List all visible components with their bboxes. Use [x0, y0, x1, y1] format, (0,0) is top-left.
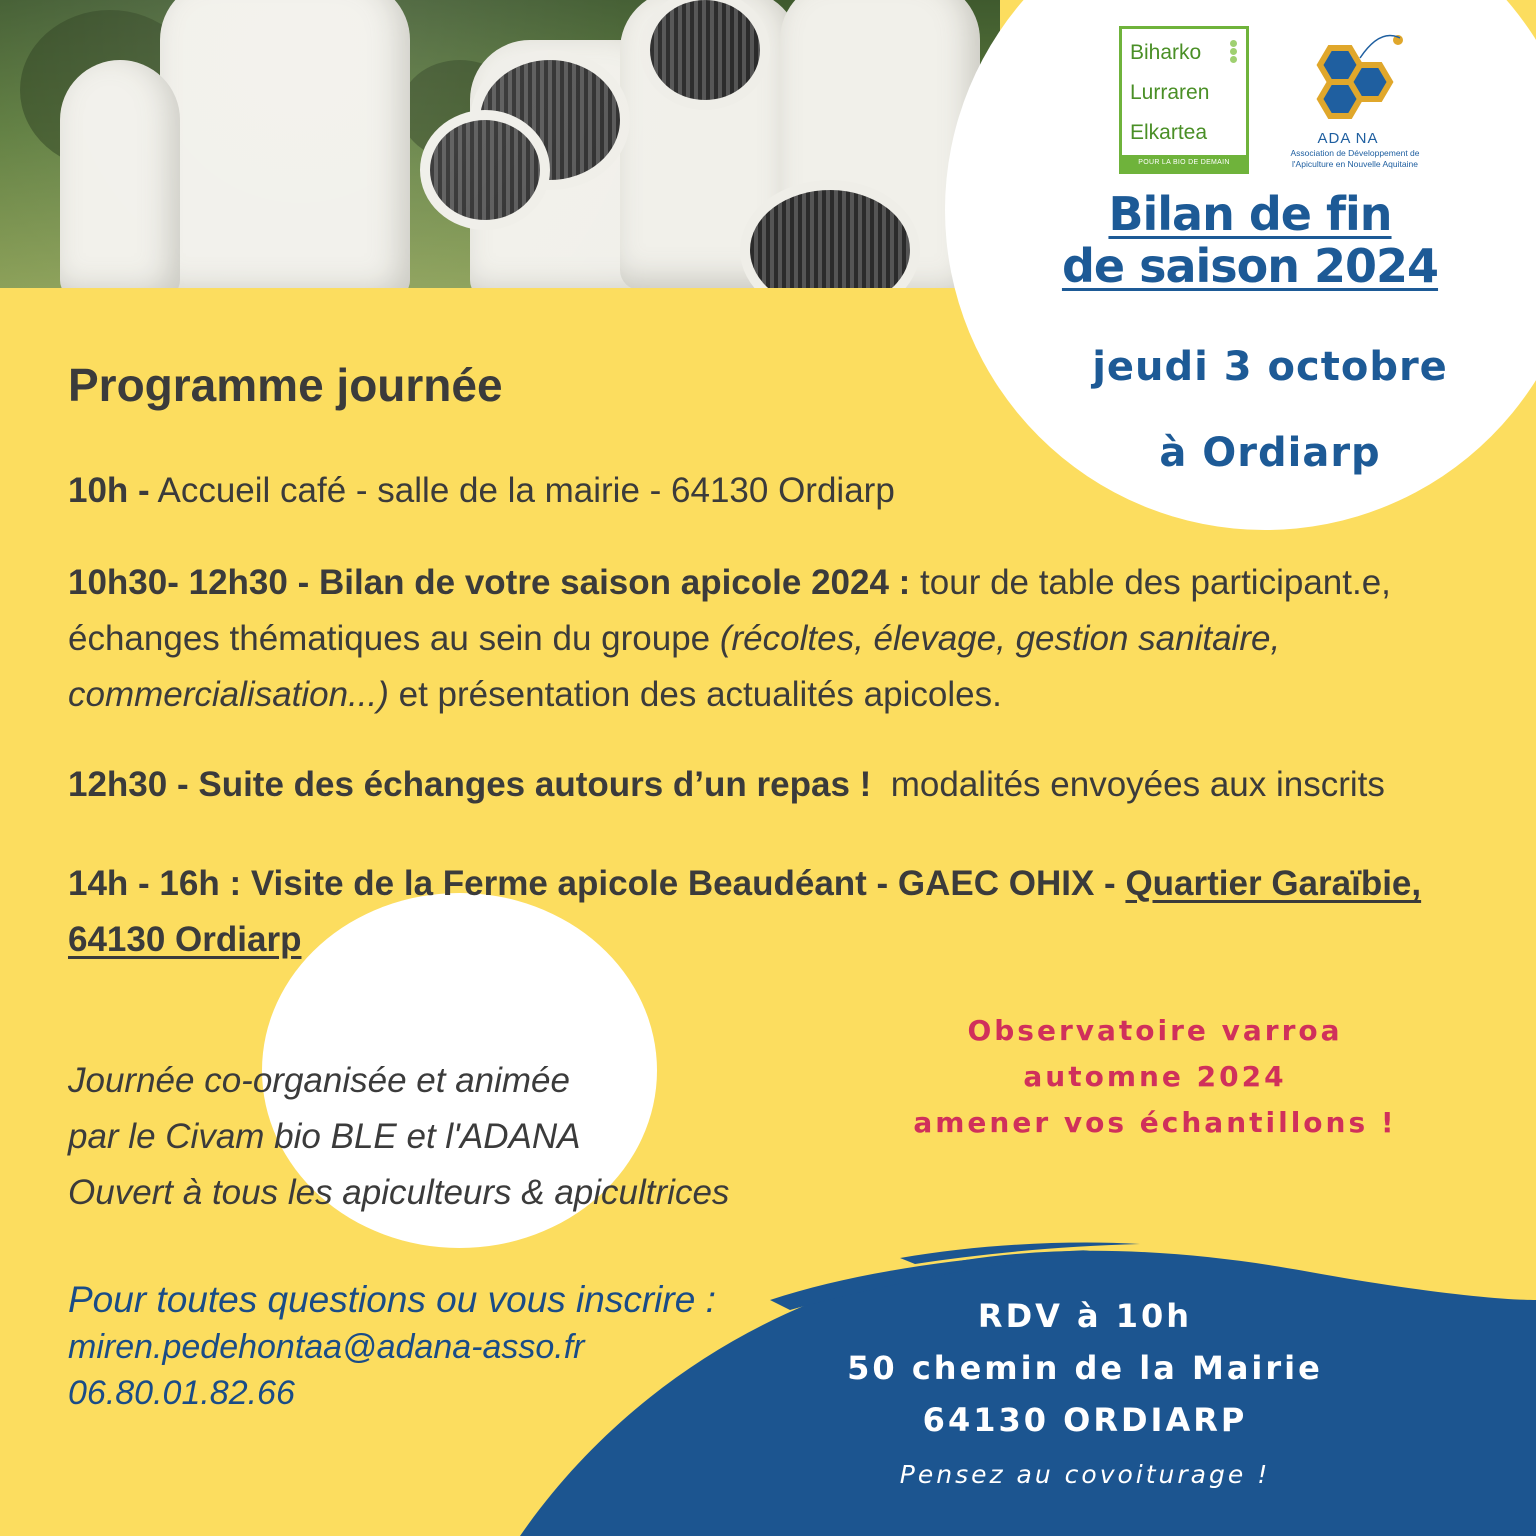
coorg-line-3: Ouvert à tous les apiculteurs & apicultrices [68, 1173, 730, 1212]
adana-subtitle [1270, 148, 1440, 170]
farm-address-link[interactable]: Quartier Garaïbie, 64130 Ordiarp [68, 864, 1422, 959]
title-line-2: de saison 2024 [1061, 239, 1439, 293]
adana-subtitle-line-1: Association de Développement de [1290, 148, 1420, 158]
coorganisation-note [68, 1053, 729, 1221]
ble-line-2: Lurraren [1130, 81, 1210, 104]
programme-item-1 [68, 463, 1468, 519]
programme-time: 12h30 - Suite des échanges autours d’un repas ! [68, 765, 872, 804]
event-date: jeudi 3 octobre [1092, 344, 1448, 390]
ble-tagline: POUR LA BIO DE DEMAIN [1122, 155, 1246, 171]
varroa-observatory-note [850, 1008, 1460, 1146]
honeycomb-icon [1300, 28, 1410, 128]
ble-logo [1119, 26, 1249, 174]
dots-icon [1226, 39, 1240, 65]
programme-title: Programme journée [68, 359, 503, 411]
obs-line-2: automne 2024 [1023, 1060, 1287, 1093]
contact-email[interactable]: miren.pedehontaa@adana-asso.fr [68, 1328, 585, 1366]
adana-name: ADA NA [1317, 130, 1379, 147]
programme-time: 14h - 16h : Visite de la Ferme apicole Beaudéant - GAEC OHIX - [68, 864, 1116, 903]
programme-text: modalités envoyées aux inscrits [871, 765, 1385, 804]
programme-item-3 [68, 757, 1468, 813]
contact-phone[interactable]: 06.80.01.82.66 [68, 1374, 295, 1412]
coorg-line-2: par le Civam bio BLE et l'ADANA [68, 1117, 581, 1156]
rdv-street: 50 chemin de la Mairie [847, 1349, 1323, 1387]
rdv-time: RDV à 10h [977, 1297, 1193, 1335]
contact-block [68, 1276, 716, 1416]
obs-line-3: amener vos échantillons ! [913, 1106, 1397, 1139]
title-line-1: Bilan de fin [1108, 187, 1392, 241]
ble-line-1: Biharko [1130, 41, 1202, 64]
programme-text: Accueil café - salle de la mairie - 64130 Ordiarp [149, 471, 895, 510]
rdv-city: 64130 ORDIARP [922, 1401, 1248, 1439]
programme-details: (récoltes, élevage, gestion sanitaire, commercialisation...) [68, 619, 1281, 714]
contact-question: Pour toutes questions ou vous inscrire : [68, 1279, 716, 1320]
programme-item-4 [68, 856, 1468, 968]
carpool-note: Pensez au covoiturage ! [899, 1460, 1271, 1489]
event-place: à Ordiarp [1159, 430, 1381, 476]
event-title [1060, 188, 1440, 292]
adana-subtitle-line-2: l'Apiculture en Nouvelle Aquitaine [1292, 159, 1418, 169]
ble-line-3: Elkartea [1130, 121, 1208, 144]
programme-time: 10h30- 12h30 - Bilan de votre saison apicole 2024 : [68, 563, 911, 602]
programme-item-2 [68, 555, 1468, 723]
coorg-line-1: Journée co-organisée et animée [68, 1061, 570, 1100]
programme-time: 10h - [68, 471, 150, 510]
programme-text-end: et présentation des actualités apicoles. [388, 675, 1002, 714]
rendezvous-block [780, 1290, 1390, 1446]
obs-line-1: Observatoire varroa [967, 1014, 1343, 1047]
adana-logo [1270, 18, 1440, 178]
programme-text: tour de table des participant.e, échanges thématiques au sein du groupe [68, 563, 1391, 658]
